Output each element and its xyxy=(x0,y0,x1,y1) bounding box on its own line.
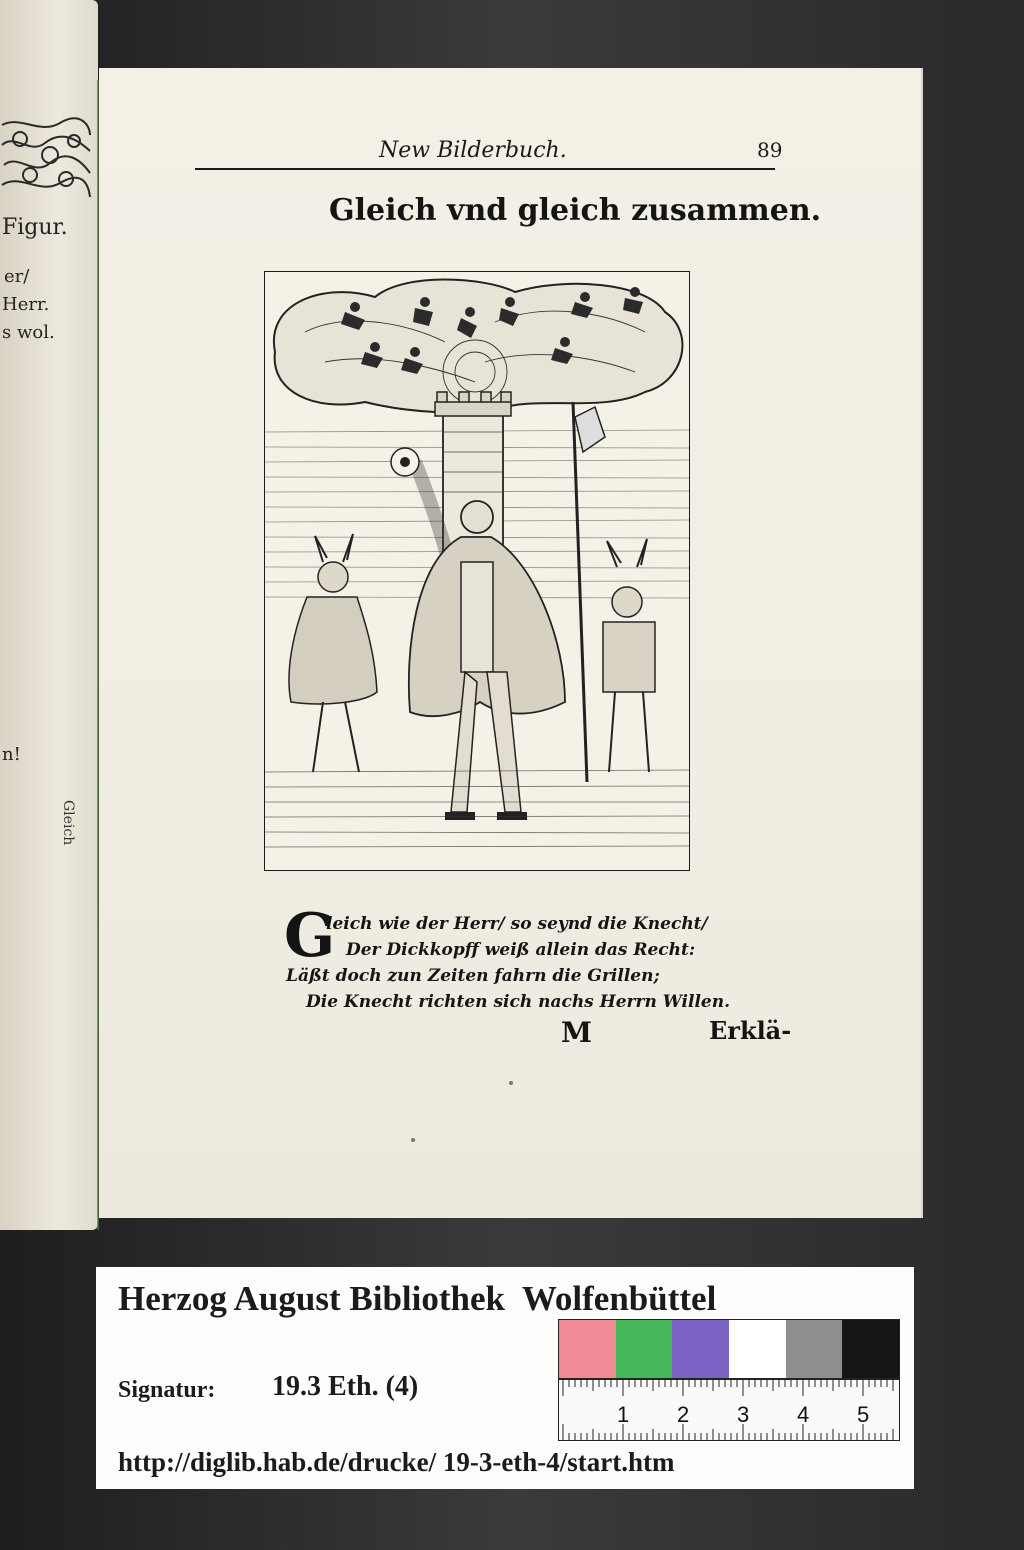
catchword: Erklä- xyxy=(709,1016,792,1045)
left-fragment: Figur. xyxy=(2,215,68,240)
page-title: Gleich vnd gleich zusammen. xyxy=(329,193,822,228)
ruler-number: 3 xyxy=(737,1402,750,1427)
book-page xyxy=(99,68,921,1218)
left-fragment: er/ xyxy=(4,266,30,287)
left-fragment: Gleich xyxy=(60,800,76,846)
page-number: 89 xyxy=(757,138,783,162)
color-swatch xyxy=(616,1320,673,1378)
ruler-number: 4 xyxy=(797,1402,810,1427)
ruler-number: 1 xyxy=(617,1402,630,1427)
color-swatch xyxy=(672,1320,729,1378)
ink-speck xyxy=(509,1081,513,1085)
engraving-icon xyxy=(265,272,689,870)
verse-line: Die Knecht richten sich nachs Herrn Willen. xyxy=(306,992,731,1012)
signatur-value: 19.3 Eth. (4) xyxy=(272,1371,419,1402)
verse-line: leich wie der Herr/ so seynd die Knecht/ xyxy=(326,914,708,934)
drop-cap: G xyxy=(284,901,336,971)
header-rule xyxy=(195,168,775,170)
left-page xyxy=(0,0,98,1230)
ruler-number: 5 xyxy=(857,1402,870,1427)
running-head: New Bilderbuch. xyxy=(379,138,567,163)
signature-mark: M xyxy=(561,1016,592,1049)
library-name: Herzog August Bibliothek Wolfenbüttel xyxy=(118,1279,717,1318)
verse-line: Läßt doch zun Zeiten fahrn die Grillen; xyxy=(286,966,660,986)
engraving-illustration xyxy=(264,271,690,871)
color-calibration-chart xyxy=(558,1319,900,1379)
color-swatch xyxy=(729,1320,786,1378)
scale-ruler xyxy=(558,1379,900,1441)
ink-speck xyxy=(411,1138,415,1142)
color-swatch xyxy=(842,1320,899,1378)
left-fragment: n! xyxy=(2,744,21,765)
library-label-card xyxy=(96,1267,914,1489)
color-swatch xyxy=(559,1320,616,1378)
signatur-label: Signatur: xyxy=(118,1377,216,1403)
ornament-icon xyxy=(0,115,92,205)
ruler-number: 2 xyxy=(677,1402,690,1427)
ruler-icon xyxy=(559,1380,899,1440)
left-fragment: s wol. xyxy=(2,322,55,343)
verse-line: Der Dickkopff weiß allein das Recht: xyxy=(346,940,696,960)
permalink-url[interactable]: http://diglib.hab.de/drucke/ 19-3-eth-4/start.htm xyxy=(118,1447,675,1477)
left-fragment: Herr. xyxy=(2,294,50,315)
color-swatch xyxy=(786,1320,843,1378)
